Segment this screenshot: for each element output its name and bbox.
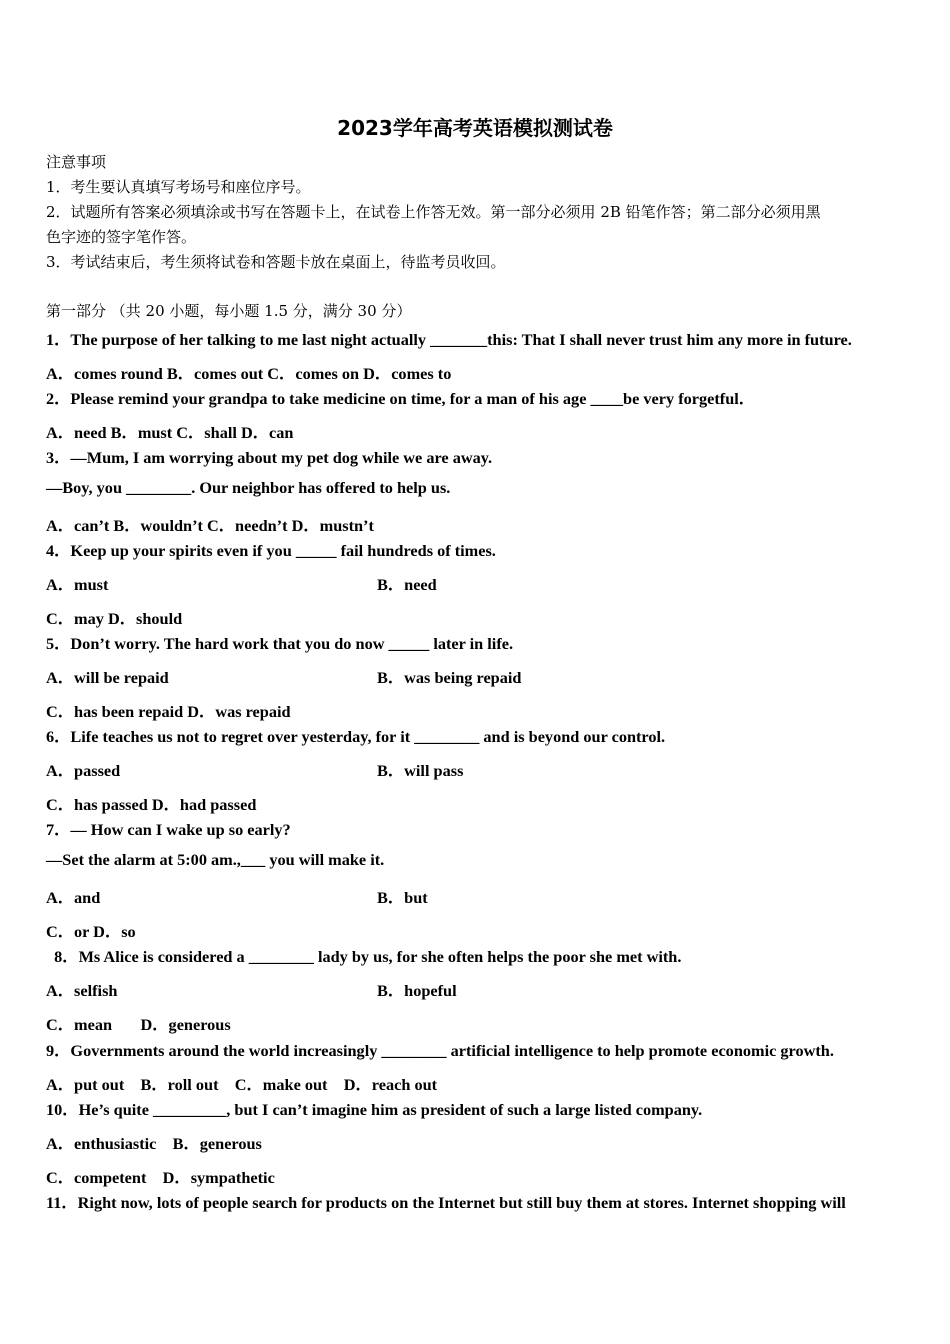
notice-heading: 注意事项 xyxy=(46,153,107,171)
notice-item: 色字迹的签字笔作答。 xyxy=(46,228,197,246)
option-b: B．but xyxy=(377,888,428,907)
option-a: A．passed xyxy=(46,761,121,780)
notice-item: 3．考试结束后，考生须将试卷和答题卡放在桌面上，待监考员收回。 xyxy=(46,253,506,271)
question-options: A．comes round B．comes out C．comes on D．comes to xyxy=(46,364,452,383)
question-stem: 3．—Mum, I am worrying about my pet dog while we are away. xyxy=(46,448,493,467)
question-options: C．or D．so xyxy=(46,922,136,941)
notice-item: 1．考生要认真填写考场号和座位序号。 xyxy=(46,178,311,196)
question-stem-reply: —Boy, you ________. Our neighbor has offered to help us. xyxy=(46,478,451,497)
option-row xyxy=(46,884,906,908)
question-stem: 7．— How can I wake up so early? xyxy=(46,820,291,839)
question-stem: 2．Please remind your grandpa to take medicine on time, for a man of his age ____be very forgetful． xyxy=(46,389,756,408)
question-stem: 11．Right now, lots of people search for products on the Internet but still buy them at stores. Internet shopping will xyxy=(46,1193,846,1212)
option-a: A．must xyxy=(46,575,109,594)
question-stem: 10．He’s quite _________, but I can’t imagine him as president of such a large listed company. xyxy=(46,1100,703,1119)
question-options: A．can’t B．wouldn’t C．needn’t D．mustn’t xyxy=(46,516,374,535)
question-options: C．has been repaid D．was repaid xyxy=(46,702,291,721)
question-stem-reply: —Set the alarm at 5:00 am.,___ you will make it. xyxy=(46,850,385,869)
question-options: C．competent D．sympathetic xyxy=(46,1168,275,1187)
option-row xyxy=(46,757,906,781)
question-stem: 9．Governments around the world increasingly ________ artificial intelligence to help promote economic growth. xyxy=(46,1041,834,1060)
question-stem: 1．The purpose of her talking to me last night actually _______this: That I shall never trust him any more in future. xyxy=(46,330,852,349)
question-stem: 4．Keep up your spirits even if you _____ fail hundreds of times. xyxy=(46,541,496,560)
option-a: A．selfish xyxy=(46,981,118,1000)
question-options: C．has passed D．had passed xyxy=(46,795,257,814)
option-b: B．need xyxy=(377,575,437,594)
option-b: B．hopeful xyxy=(377,981,457,1000)
question-options: A．put out B．roll out C．make out D．reach out xyxy=(46,1075,438,1094)
option-a: A．and xyxy=(46,888,101,907)
option-b: B．was being repaid xyxy=(377,668,522,687)
question-stem: 5．Don’t worry. The hard work that you do now _____ later in life. xyxy=(46,634,514,653)
question-options: A．need B．must C．shall D．can xyxy=(46,423,294,442)
question-stem: 6．Life teaches us not to regret over yesterday, for it ________ and is beyond our control. xyxy=(46,727,666,746)
question-stem: 8．Ms Alice is considered a ________ lady by us, for she often helps the poor she met with. xyxy=(46,947,682,966)
option-row xyxy=(46,664,906,688)
question-options: A．enthusiastic B．generous xyxy=(46,1134,262,1153)
question-options: C．may D．should xyxy=(46,609,183,628)
page-title: 2023学年高考英语模拟测试卷 xyxy=(337,116,613,140)
option-row xyxy=(46,571,906,595)
notice-item: 2．试题所有答案必须填涂或书写在答题卡上，在试卷上作答无效。第一部分必须用 2B 铅笔作答；第二部分必须用黑 xyxy=(46,203,821,221)
section-heading: 第一部分 （共 20 小题，每小题 1.5 分，满分 30 分） xyxy=(46,302,412,320)
option-b: B．will pass xyxy=(377,761,464,780)
question-options: C．mean D．generous xyxy=(46,1015,231,1034)
option-row xyxy=(46,977,906,1001)
option-a: A．will be repaid xyxy=(46,668,169,687)
